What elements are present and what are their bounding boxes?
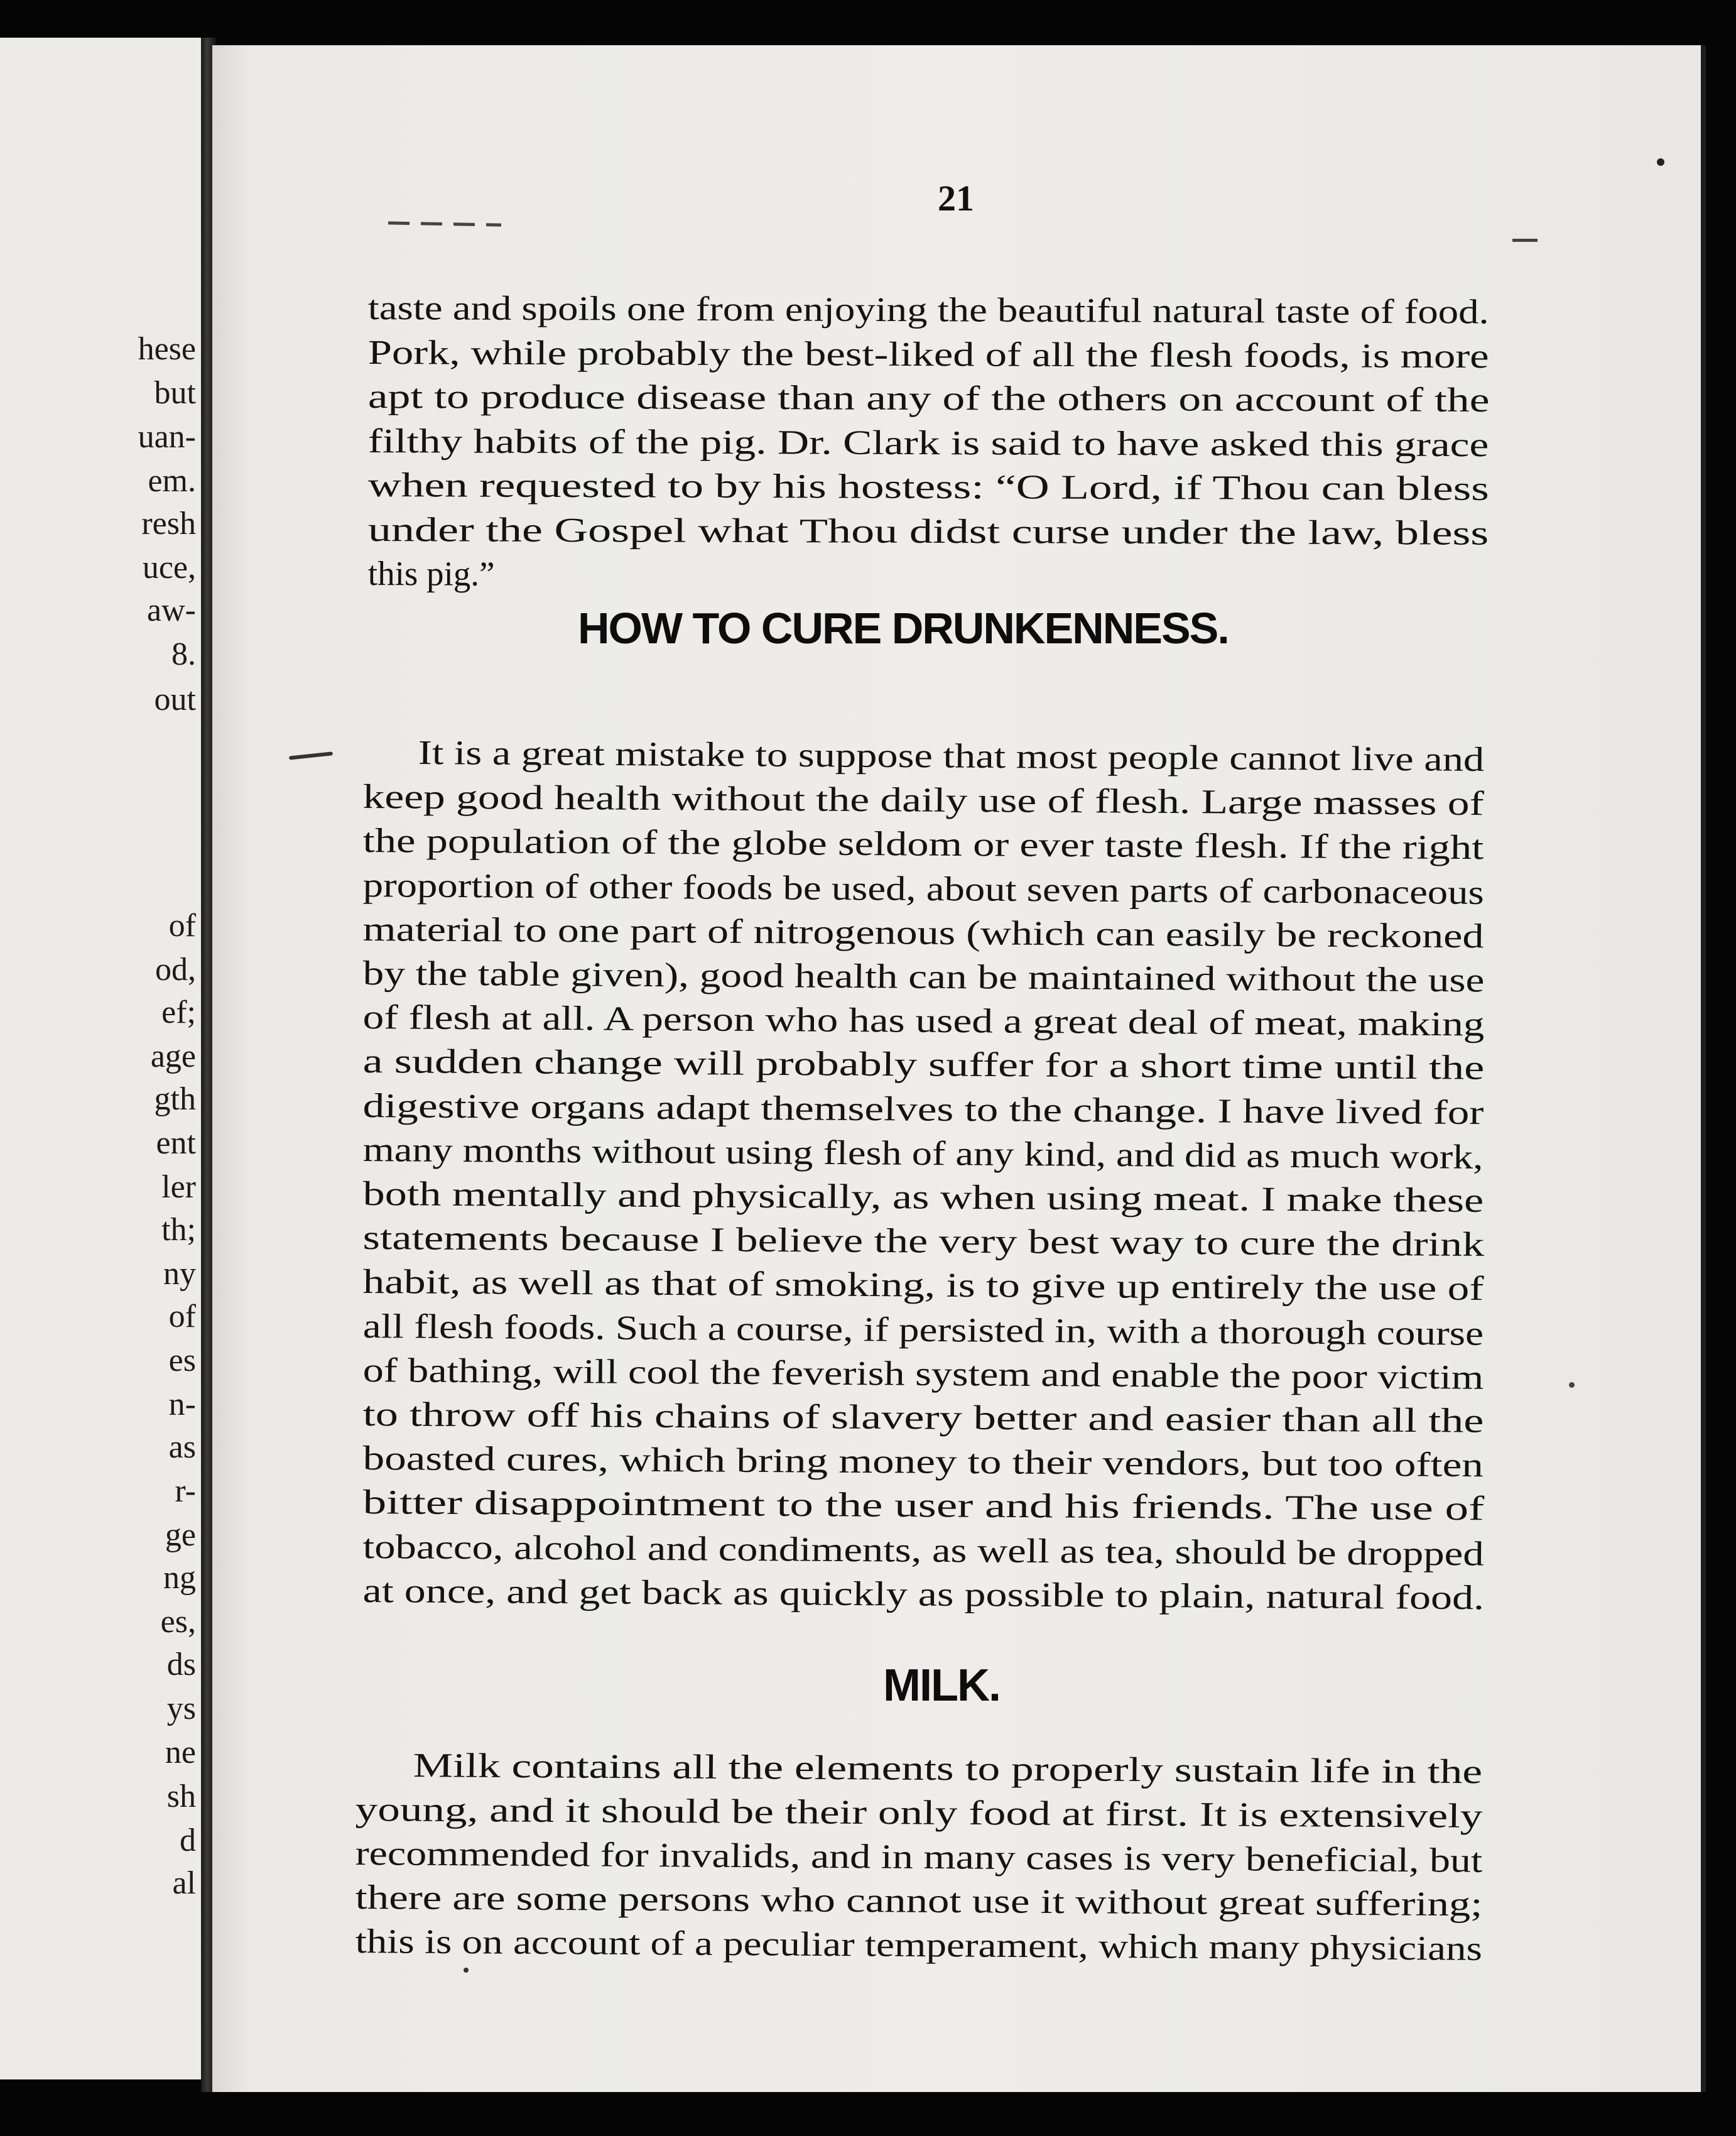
- text-line: material to one part of nitrogenous (which can easily be reckoned: [362, 909, 1484, 956]
- facing-page-text-fragment: em.: [148, 463, 196, 499]
- text-line: tobacco, alcohol and condiments, as well as tea, should be dropped: [362, 1527, 1484, 1573]
- text-line: habit, as well as that of smoking, is to give up entirely the use of: [362, 1262, 1484, 1308]
- text-line: this is on account of a peculiar temperament, which many physicians: [355, 1922, 1483, 1968]
- facing-page-text-fragment: ds: [166, 1647, 196, 1682]
- facing-page-fragment: [0, 38, 210, 2079]
- text-line: digestive organs adapt themselves to the change. I have lived for: [362, 1086, 1484, 1131]
- facing-page-text-fragment: uan-: [138, 419, 196, 455]
- facing-page-text-fragment: uce,: [142, 550, 196, 586]
- text-line: by the table given), good health can be maintained without the use: [362, 954, 1485, 1000]
- section-heading-milk: MILK.: [883, 1660, 1000, 1711]
- facing-page-text-fragment: 8.: [171, 636, 196, 672]
- facing-page-text-fragment: of: [168, 1299, 196, 1334]
- text-line: of flesh at all. A person who has used a great deal of meat, making: [362, 998, 1485, 1043]
- facing-page-text-fragment: resh: [141, 506, 196, 542]
- text-line: apt to produce disease than any of the others on account of the: [367, 377, 1490, 419]
- facing-page-text-fragment: ef;: [161, 994, 196, 1030]
- facing-page-text-fragment: es,: [160, 1604, 196, 1640]
- text-line: many months without using flesh of any kind, and did as much work,: [362, 1130, 1484, 1176]
- text-line: taste and spoils one from enjoying the beautiful natural taste of food.: [367, 288, 1489, 331]
- book-page: [212, 45, 1706, 2092]
- facing-page-text-fragment: of: [168, 908, 196, 944]
- facing-page-text-fragment: ng: [163, 1560, 196, 1596]
- text-line: there are some persons who cannot use it without great suffering;: [355, 1878, 1483, 1924]
- ink-speck: [1569, 1382, 1575, 1388]
- facing-page-text-fragment: r-: [175, 1473, 196, 1509]
- ink-speck: [464, 1968, 469, 1973]
- facing-page-text-fragment: ler: [161, 1169, 196, 1205]
- text-line: bitter disappointment to the user and his friends. The use of: [362, 1483, 1485, 1528]
- text-line: It is a great mistake to suppose that most people cannot live and: [418, 733, 1485, 779]
- ink-speck: [1657, 158, 1664, 166]
- ornament-dash-right: [1512, 239, 1538, 242]
- facing-page-text-fragment: od,: [155, 952, 196, 988]
- text-line: a sudden change will probably suffer for a short time until the: [362, 1042, 1485, 1087]
- facing-page-text-fragment: age: [150, 1038, 196, 1074]
- text-line: Pork, while probably the best-liked of all the flesh foods, is more: [367, 332, 1489, 375]
- text-line: recommended for invalids, and in many cases is very beneficial, but: [355, 1834, 1483, 1880]
- facing-page-text-fragment: aw-: [147, 592, 196, 628]
- facing-page-text-fragment: ny: [163, 1256, 196, 1292]
- section-heading-drunkenness: HOW TO CURE DRUNKENNESS.: [578, 604, 1229, 653]
- facing-page-text-fragment: al: [172, 1865, 196, 1901]
- facing-page-text-fragment: th;: [161, 1212, 196, 1248]
- text-line: young, and it should be their only food at first. It is extensively: [355, 1790, 1483, 1835]
- text-line: filthy habits of the pig. Dr. Clark is said to have asked this grace: [367, 421, 1489, 464]
- facing-page-text-fragment: d: [180, 1823, 196, 1858]
- facing-page-text-fragment: n-: [168, 1387, 196, 1422]
- text-line: under the Gospel what Thou didst curse under the law, bless: [367, 509, 1489, 552]
- text-line: statements because I believe the very best way to cure the drink: [362, 1218, 1485, 1264]
- facing-page-text-fragment: sh: [166, 1779, 196, 1814]
- facing-page-text-fragment: ent: [156, 1125, 196, 1161]
- ornament-dash-left: [388, 221, 501, 226]
- facing-page-text-fragment: but: [154, 375, 196, 411]
- text-line: Milk contains all the elements to properly sustain life in the: [413, 1746, 1483, 1791]
- text-line: this pig.”: [367, 554, 495, 593]
- page-number: 21: [938, 178, 974, 219]
- facing-page-text-fragment: es: [168, 1343, 196, 1378]
- facing-page-text-fragment: out: [154, 682, 196, 717]
- text-line: proportion of other foods be used, about seven parts of carbonaceous: [362, 865, 1485, 912]
- text-line: at once, and get back as quickly as possible to plain, natural food.: [362, 1571, 1485, 1617]
- text-line: of bathing, will cool the feverish system and enable the poor victim: [362, 1350, 1484, 1397]
- facing-page-text-fragment: as: [168, 1429, 196, 1465]
- facing-page-text-fragment: ys: [166, 1691, 196, 1726]
- text-line: both mentally and physically, as when using meat. I make these: [362, 1174, 1484, 1219]
- text-line: boasted cures, which bring money to their vendors, but too often: [362, 1439, 1484, 1485]
- facing-page-text-fragment: hese: [138, 331, 196, 367]
- text-line: keep good health without the daily use of flesh. Large masses of: [362, 777, 1485, 823]
- text-line: when requested to by his hostess: “O Lord, if Thou can bless: [367, 466, 1490, 508]
- text-line: the population of the globe seldom or ever taste flesh. If the right: [362, 821, 1484, 867]
- facing-page-text-fragment: ge: [165, 1517, 196, 1553]
- text-line: all flesh foods. Such a course, if persisted in, with a thorough course: [362, 1306, 1484, 1353]
- text-line: to throw off his chains of slavery better and easier than all the: [362, 1395, 1484, 1440]
- facing-page-text-fragment: gth: [154, 1081, 196, 1117]
- facing-page-text-fragment: ne: [165, 1735, 196, 1770]
